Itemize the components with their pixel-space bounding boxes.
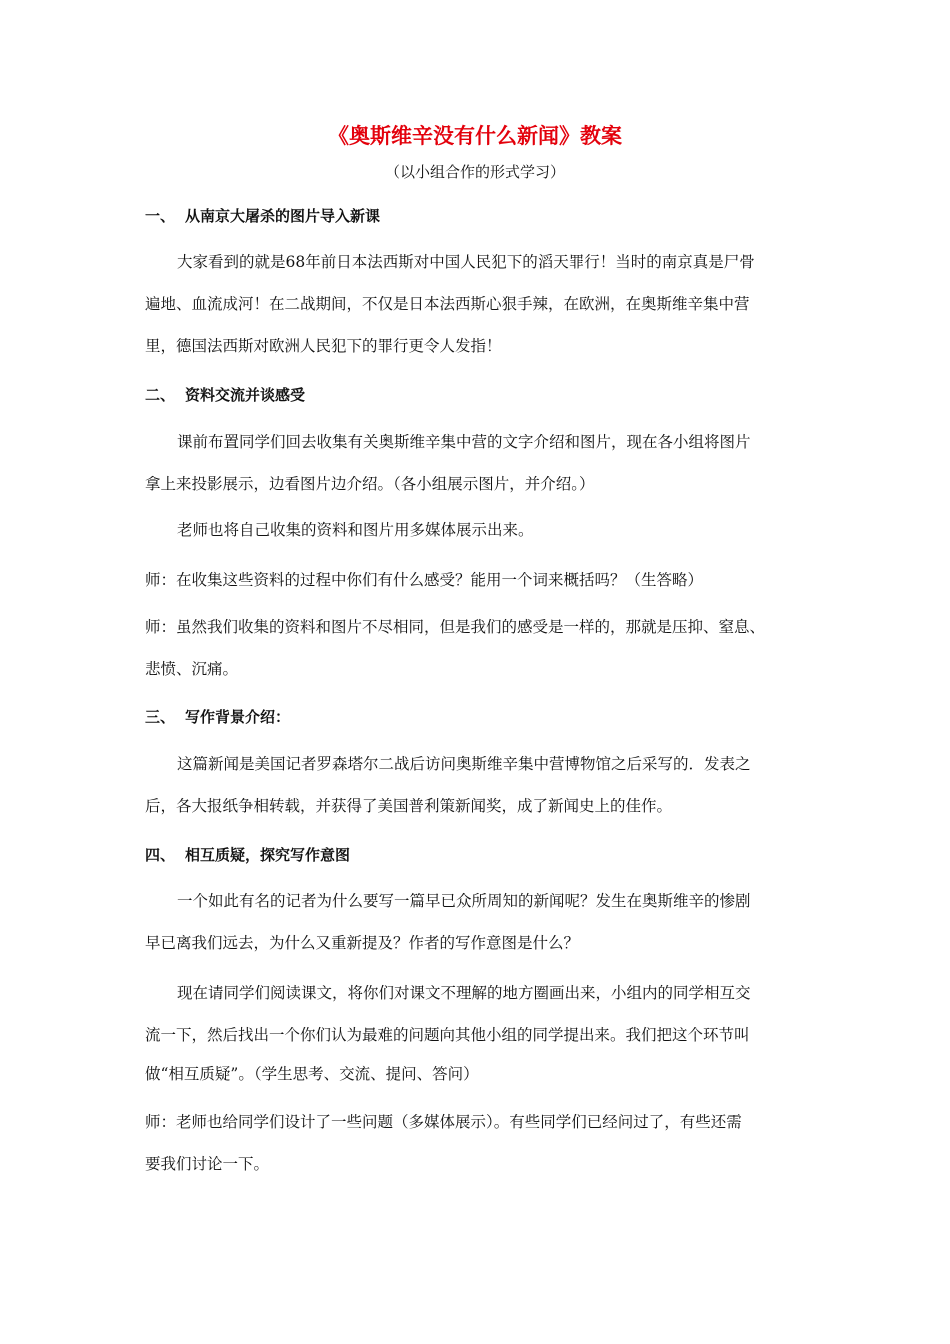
paragraph-line: 课前布置同学们回去收集有关奥斯维辛集中营的文字介绍和图片，现在各小组将图片 <box>177 433 751 451</box>
paragraph-line: 做“相互质疑”。（学生思考、交流、提问、答问） <box>145 1065 479 1083</box>
section-number: 一、 <box>145 207 176 225</box>
paragraph-line: 大家看到的就是68年前日本法西斯对中国人民犯下的滔天罪行！当时的南京真是尸骨 <box>177 253 755 271</box>
section-title: 资料交流并谈感受 <box>185 386 306 404</box>
paragraph-line: 师：老师也给同学们设计了一些问题（多媒体展示）。有些同学们已经问过了，有些还需 <box>145 1113 742 1131</box>
paragraph-line: 流一下，然后找出一个你们认为最难的问题向其他小组的同学提出来。我们把这个环节叫 <box>145 1026 750 1044</box>
section-heading <box>145 706 290 727</box>
section-number: 三、 <box>145 708 176 726</box>
paragraph-line: 要我们讨论一下。 <box>145 1155 270 1173</box>
paragraph-line: 早已离我们远去，为什么又重新提及？作者的写作意图是什么？ <box>145 934 580 952</box>
document-subtitle: （以小组合作的形式学习） <box>384 163 565 181</box>
paragraph-line: 现在请同学们阅读课文，将你们对课文不理解的地方圈画出来，小组内的同学相互交 <box>177 984 751 1002</box>
paragraph-line: 拿上来投影展示，边看图片边介绍。（各小组展示图片，并介绍。） <box>145 475 595 493</box>
section-number: 四、 <box>145 846 176 864</box>
section-title: 写作背景介绍： <box>185 708 291 726</box>
paragraph-line: 遍地、血流成河！在二战期间，不仅是日本法西斯心狠手辣，在欧洲，在奥斯维辛集中营 <box>145 295 750 313</box>
section-heading <box>145 205 380 226</box>
paragraph-line: 里，德国法西斯对欧洲人民犯下的罪行更令人发指！ <box>145 337 502 355</box>
paragraph-line: 师：虽然我们收集的资料和图片不尽相同，但是我们的感受是一样的，那就是压抑、窒息、 <box>145 618 766 636</box>
paragraph-line: 师：在收集这些资料的过程中你们有什么感受？能用一个词来概括吗？（生答略） <box>145 571 704 589</box>
section-number: 二、 <box>145 386 176 404</box>
paragraph-line: 悲愤、沉痛。 <box>145 660 239 678</box>
paragraph-line: 老师也将自己收集的资料和图片用多媒体展示出来。 <box>177 521 534 539</box>
paragraph-line: 一个如此有名的记者为什么要写一篇早已众所周知的新闻呢？发生在奥斯维辛的惨剧 <box>177 892 751 910</box>
section-title: 从南京大屠杀的图片导入新课 <box>185 207 381 225</box>
paragraph-line: 这篇新闻是美国记者罗森塔尔二战后访问奥斯维辛集中营博物馆之后采写的．发表之 <box>177 755 751 773</box>
section-title: 相互质疑，探究写作意图 <box>185 846 351 864</box>
section-heading <box>145 844 350 865</box>
document-title: 《奥斯维辛没有什么新闻》教案 <box>328 124 622 148</box>
paragraph-line: 后，各大报纸争相转载，并获得了美国普利策新闻奖，成了新闻史上的佳作。 <box>145 797 673 815</box>
section-heading <box>145 384 305 405</box>
